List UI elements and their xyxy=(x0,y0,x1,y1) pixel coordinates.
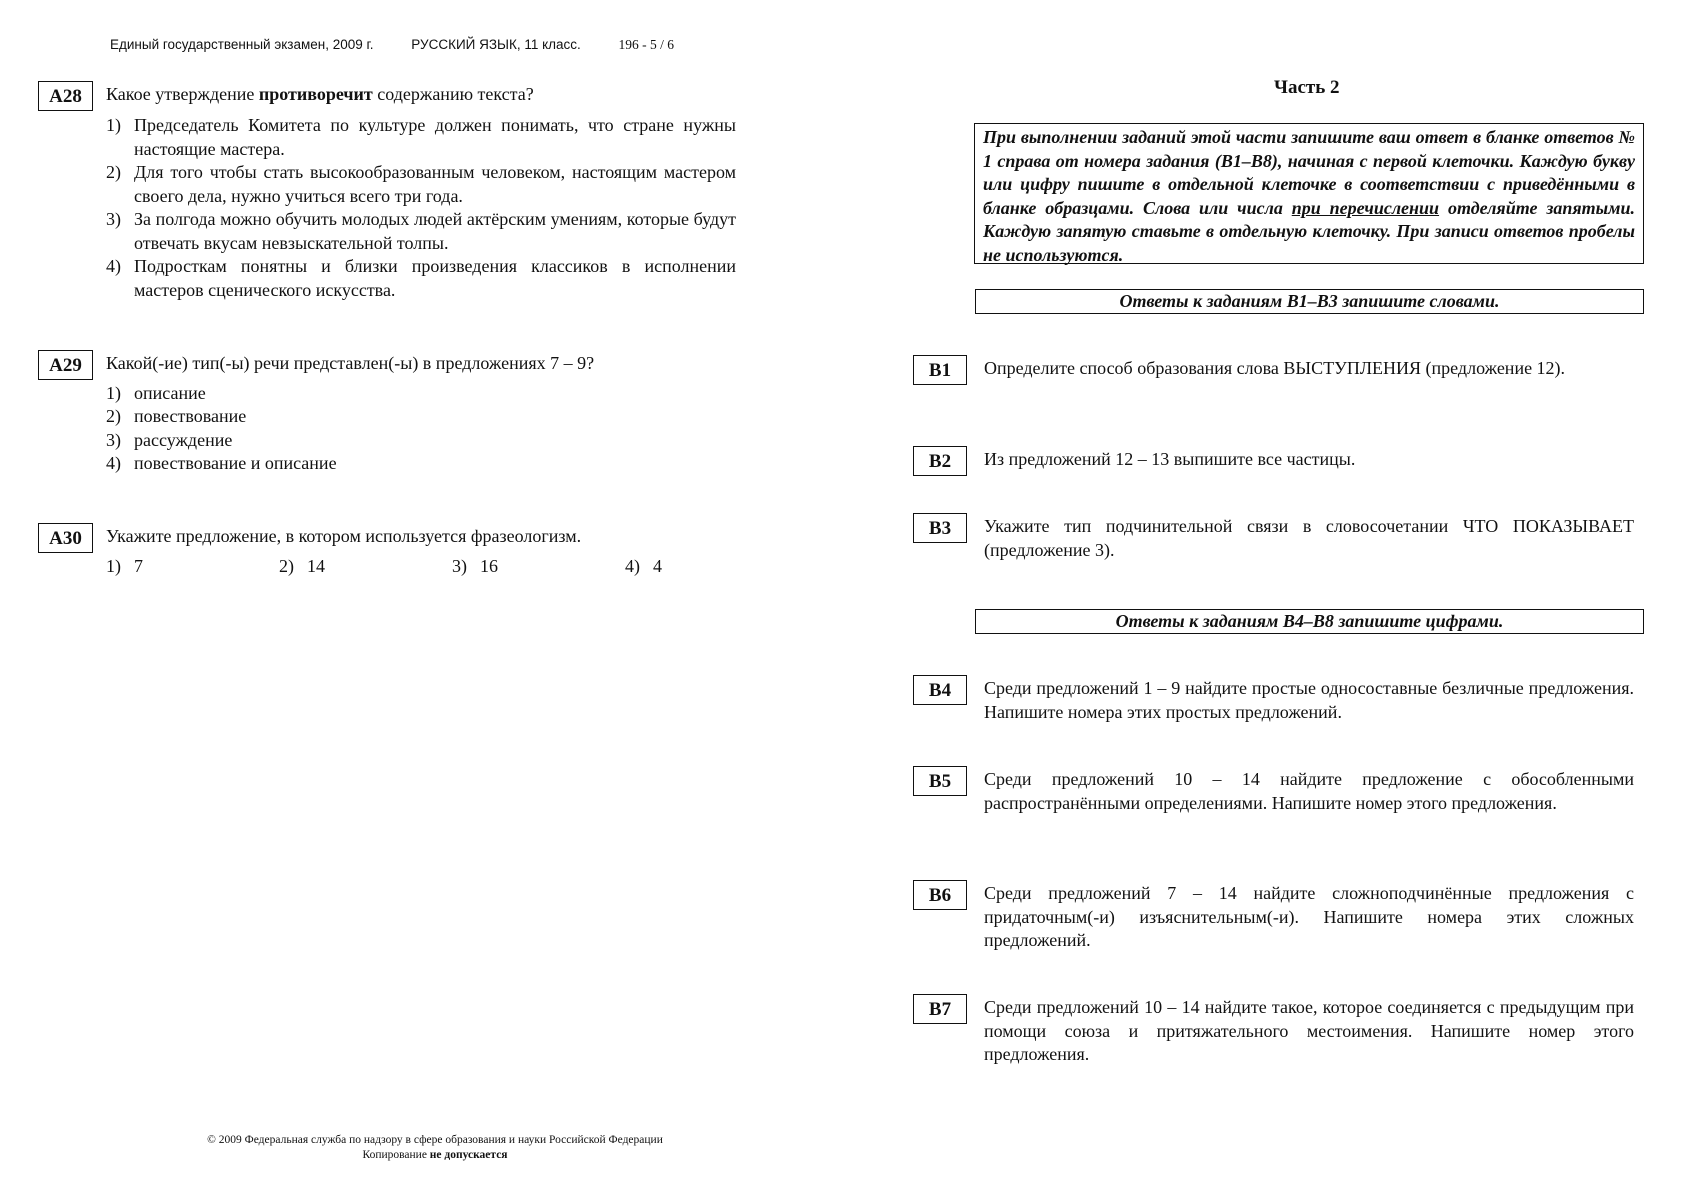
copyright-line: © 2009 Федеральная служба по надзору в сфере образования и науки Российской Федерации xyxy=(207,1134,663,1146)
answers-digits-banner: Ответы к заданиям B4–B8 запишите цифрами. xyxy=(975,609,1644,634)
page-code: 196 - 5 / 6 xyxy=(618,37,675,52)
task-label-a30: A30 xyxy=(38,523,93,553)
a30-option: 1) 7 xyxy=(106,556,143,576)
task-a28-question: Какое утверждение противоречит содержанию текста? xyxy=(106,84,534,104)
page-footer xyxy=(160,1133,710,1163)
task-label-b3: B3 xyxy=(913,513,967,543)
page-header xyxy=(110,37,708,53)
task-label-a29: A29 xyxy=(38,350,93,380)
task-label-b2: B2 xyxy=(913,446,967,476)
task-label-b1: B1 xyxy=(913,355,967,385)
a28-option: 1) Председатель Комитета по культуре должен понимать, что стране нужны настоящие мастера. xyxy=(106,115,736,159)
a28-option: 3) За полгода можно обучить молодых людей актёрским умениям, которые будут отвечать вкусам невзыскательной толпы. xyxy=(106,209,736,253)
a30-option: 4) 4 xyxy=(625,556,662,576)
task-b7-text: Среди предложений 10 – 14 найдите такое, которое соединяется с предыдущим при помощи союза и притяжательного местоимения. Напишите номер этого предложения. xyxy=(984,997,1634,1064)
task-a29-question: Какой(-ие) тип(-ы) речи представлен(-ы) в предложениях 7 – 9? xyxy=(106,353,595,373)
task-b6-text: Среди предложений 7 – 14 найдите сложноподчинённые предложения с придаточным(-и) изъяснительным(-и). Напишите номера этих сложных предложений. xyxy=(984,883,1634,950)
exam-title: Единый государственный экзамен, 2009 г. xyxy=(110,37,374,52)
task-b5-text: Среди предложений 10 – 14 найдите предложение с обособленными распространёнными определениями. Напишите номер этого предложения. xyxy=(984,769,1634,813)
task-b3-text: Укажите тип подчинительной связи в словосочетании ЧТО ПОКАЗЫВАЕТ (предложение 3). xyxy=(984,516,1634,560)
task-label-b5: B5 xyxy=(913,766,967,796)
instruction-box: При выполнении заданий этой части запишите ваш ответ в бланке ответов № 1 справа от номера задания (B1–B8), начиная с первой клеточки. Каждую букву или цифру пишите в отдельной клеточке в соответствии с приведёнными в бланке образцами. Слова или числа при перечислении отделяйте запятыми. Каждую запятую ставьте в отдельную клеточку. При записи ответов пробелы не используются. xyxy=(974,123,1644,264)
a28-option: 4) Подросткам понятны и близки произведения классиков в исполнении мастеров сценического искусства. xyxy=(106,256,736,300)
task-a30-question: Укажите предложение, в котором используется фразеологизм. xyxy=(106,526,582,546)
task-b2-text: Из предложений 12 – 13 выпишите все частицы. xyxy=(984,449,1356,469)
copy-notice: Копирование не допускается xyxy=(362,1149,508,1161)
answers-words-banner: Ответы к заданиям B1–B3 запишите словами. xyxy=(975,289,1644,314)
task-label-b6: B6 xyxy=(913,880,967,910)
a29-option: 1) описание xyxy=(106,383,206,403)
task-label-a28: A28 xyxy=(38,81,93,111)
emphasis-word: противоречит xyxy=(258,84,373,104)
part-title: Часть 2 xyxy=(1274,77,1340,98)
task-label-b7: B7 xyxy=(913,994,967,1024)
a29-option: 3) рассуждение xyxy=(106,430,233,450)
a30-option: 3) 16 xyxy=(452,556,498,576)
task-b4-text: Среди предложений 1 – 9 найдите простые односоставные безличные предложения. Напишите номера этих простых предложений. xyxy=(984,678,1634,722)
task-b1-text: Определите способ образования слова ВЫСТУПЛЕНИЯ (предложение 12). xyxy=(984,358,1566,378)
task-label-b4: B4 xyxy=(913,675,967,705)
subject-title: РУССКИЙ ЯЗЫК, 11 класс. xyxy=(411,37,581,52)
a29-option: 4) повествование и описание xyxy=(106,453,337,473)
a28-option: 2) Для того чтобы стать высокообразованным человеком, настоящим мастером своего дела, нужно учиться всего три года. xyxy=(106,162,736,206)
a30-option: 2) 14 xyxy=(279,556,325,576)
a29-option: 2) повествование xyxy=(106,406,247,426)
